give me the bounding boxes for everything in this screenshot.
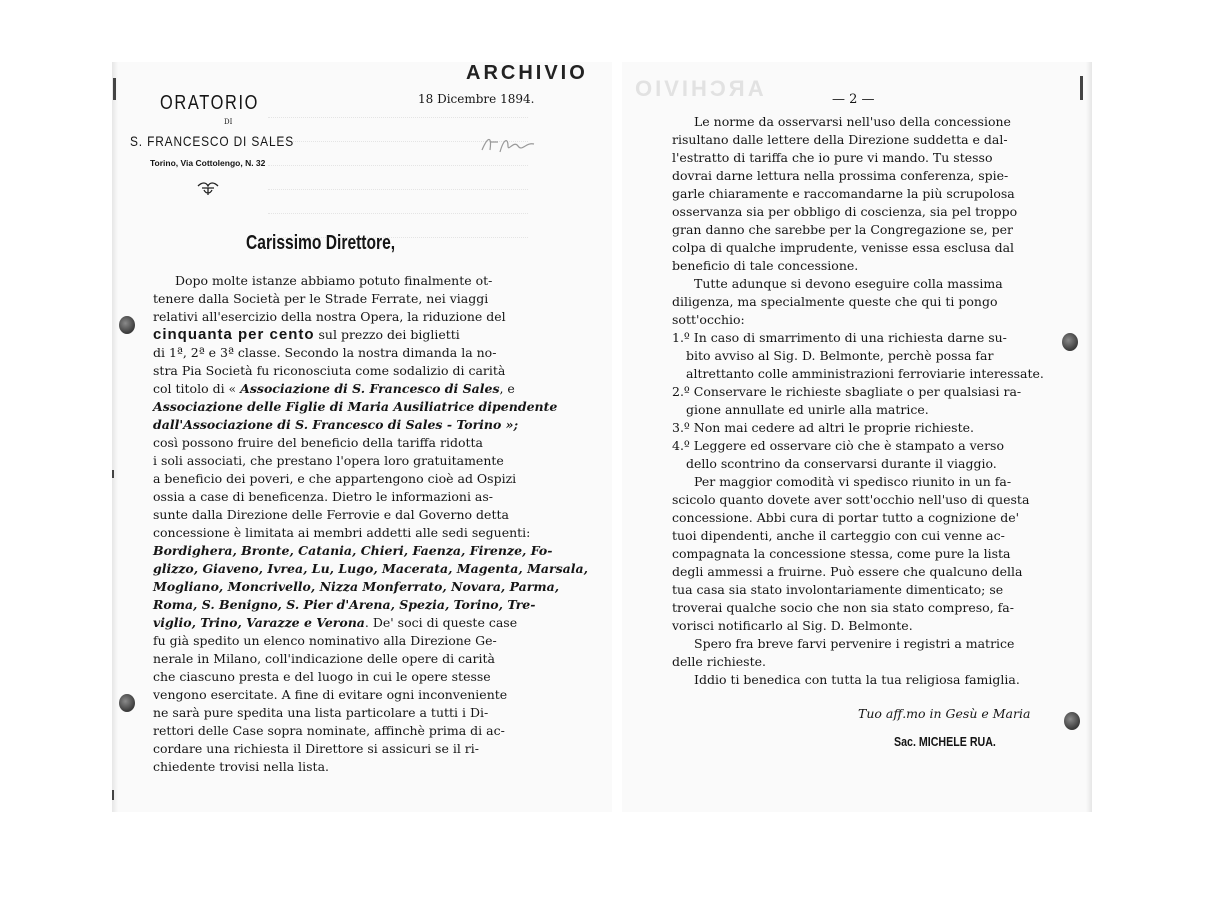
- text-line: dovrai darne lettura nella prossima conferenza, spie-: [672, 168, 1009, 183]
- signature: Sac. MICHELE RUA.: [894, 734, 996, 749]
- text-line: tenere dalla Società per le Strade Ferrate, nei viaggi: [153, 291, 489, 306]
- archive-stamp-bleed: ARCHIVIO: [632, 76, 764, 101]
- text-line: vorisci notificarlo al Sig. D. Belmonte.: [672, 618, 913, 633]
- text-line: beneficio di tale concessione.: [672, 258, 859, 273]
- letterhead-di: DI: [224, 118, 233, 126]
- text-line: gione annullate ed unirle alla matrice.: [686, 402, 929, 417]
- text-line: Mogliano, Moncrivello, Nizza Monferrato, Novara, Parma,: [153, 579, 560, 594]
- text-fragment: sul prezzo dei biglietti: [314, 327, 460, 342]
- text-line: [153, 326, 533, 344]
- text-line: Per maggior comodità vi spedisco riunito in un fa-: [694, 474, 1012, 489]
- punch-hole-icon: [1062, 333, 1078, 351]
- text-line: sunte dalla Direzione delle Ferrovie e dal Governo detta: [153, 507, 509, 522]
- text-line: di 1ª, 2ª e 3ª classe. Secondo la nostra dimanda la no-: [153, 345, 497, 360]
- text-line: dello scontrino da conservarsi durante il viaggio.: [686, 456, 997, 471]
- archive-stamp: ARCHIVIO: [466, 62, 588, 84]
- text-line: osservanza sia per obbligo di coscienza, sia pel troppo: [672, 204, 1018, 219]
- text-line: 3.º Non mai cedere ad altri le proprie richieste.: [672, 420, 974, 435]
- text-line: Bordighera, Bronte, Catania, Chieri, Faenza, Firenze, Fo-: [153, 543, 553, 558]
- text-line: cordare una richiesta il Direttore si assicuri se il ri-: [153, 741, 480, 756]
- left-body-text: [153, 272, 588, 776]
- text-line: Roma, S. Benigno, S. Pier d'Arena, Spezia, Torino, Tre-: [153, 597, 536, 612]
- text-line: Dopo molte istanze abbiamo potuto finalmente ot-: [175, 273, 493, 288]
- text-line: tua casa sia stato involontariamente dimenticato; se: [672, 582, 1004, 597]
- letterhead-subtitle: S. FRANCESCO DI SALES: [130, 133, 294, 149]
- page-edge-shadow: [112, 62, 118, 812]
- text-line: risultano dalle lettere della Direzione suddetta e dal-: [672, 132, 1008, 147]
- punch-hole-icon: [119, 316, 135, 334]
- text-line: [153, 380, 533, 398]
- text-line: concessione è limitata ai membri addetti alle sedi seguenti:: [153, 525, 531, 540]
- text-line: a beneficio dei poveri, e che appartengono cioè ad Ospizi: [153, 471, 517, 486]
- margin-mark: [112, 470, 114, 478]
- page-number: — 2 —: [832, 92, 875, 107]
- text-line: Spero fra breve farvi pervenire i registri a matrice: [694, 636, 1015, 651]
- text-line: che ciascuno presta e del luogo in cui le opere stesse: [153, 669, 491, 684]
- text-line: tuoi dipendenti, anche il carteggio con cui venne ac-: [672, 528, 1005, 543]
- text-line: concessione. Abbi cura di portar tutto a cognizione de': [672, 510, 1020, 525]
- text-line: i soli associati, che prestano l'opera loro gratuitamente: [153, 453, 504, 468]
- text-line: colpa di qualche imprudente, venisse essa esclusa dal: [672, 240, 1015, 255]
- margin-mark: [113, 78, 116, 100]
- text-line: ossia a case di beneficenza. Dietro le informazioni as-: [153, 489, 494, 504]
- text-line: degli ammessi a fruirne. Può essere che qualcuno della: [672, 564, 1023, 579]
- right-body-text: [672, 113, 1052, 689]
- text-line: delle richieste.: [672, 654, 766, 669]
- text-line: Tutte adunque si devono eseguire colla massima: [694, 276, 1003, 291]
- text-fragment: cinquanta per cento: [153, 326, 315, 343]
- text-line: dall'Associazione di S. Francesco di Sales - Torino »;: [153, 417, 519, 432]
- text-line: ne sarà pure spedita una lista particolare a tutti i Di-: [153, 705, 489, 720]
- text-line: relativi all'esercizio della nostra Opera, la riduzione del: [153, 309, 506, 324]
- text-line: compagnata la concessione stessa, come pure la lista: [672, 546, 1011, 561]
- text-line: scicolo quanto dovete aver sott'occhio nell'uso di questa: [672, 492, 1030, 507]
- text-line: Associazione delle Figlie di Maria Ausiliatrice dipendente: [153, 399, 558, 414]
- handwritten-annotation: [478, 132, 538, 156]
- text-line: fu già spedito un elenco nominativo alla Direzione Ge-: [153, 633, 497, 648]
- text-line: bito avviso al Sig. D. Belmonte, perchè possa far: [686, 348, 994, 363]
- text-line: Le norme da osservarsi nell'uso della concessione: [694, 114, 1011, 129]
- text-fragment: . De' soci di queste case: [364, 615, 518, 630]
- text-line: gran danno che sarebbe per la Congregazione se, per: [672, 222, 1013, 237]
- text-fragment: col titolo di «: [153, 381, 241, 396]
- closing-line: Tuo aff.mo in Gesù e Maria: [858, 706, 1031, 721]
- text-line: altrettanto colle amministrazioni ferroviarie interessate.: [686, 366, 1044, 381]
- salutation: Carissimo Direttore,: [246, 232, 396, 254]
- text-line: rettori delle Case sopra nominate, affinchè prima di ac-: [153, 723, 505, 738]
- punch-hole-icon: [1064, 712, 1080, 730]
- text-line: troverai qualche socio che non sia stato compreso, fa-: [672, 600, 1014, 615]
- ornament-icon: [196, 180, 220, 196]
- margin-mark: [112, 790, 114, 800]
- text-line: 4.º Leggere ed osservare ciò che è stampato a verso: [672, 438, 1004, 453]
- text-fragment: , e: [499, 381, 515, 396]
- text-line: chiedente trovisi nella lista.: [153, 759, 329, 774]
- text-line: così possono fruire del beneficio della tariffa ridotta: [153, 435, 483, 450]
- punch-hole-icon: [119, 694, 135, 712]
- letter-date: 18 Dicembre 1894.: [418, 92, 535, 106]
- text-line: stra Pia Società fu riconosciuta come sodalizio di carità: [153, 363, 506, 378]
- text-line: glizzo, Giaveno, Ivrea, Lu, Lugo, Macerata, Magenta, Marsala,: [153, 561, 588, 576]
- text-line: sott'occhio:: [672, 312, 745, 327]
- text-line: vengono esercitate. A fine di evitare ogni inconveniente: [153, 687, 508, 702]
- text-line: garle chiaramente e raccomandarne la più scrupolosa: [672, 186, 1015, 201]
- text-line: nerale in Milano, coll'indicazione delle opere di carità: [153, 651, 495, 666]
- text-line: diligenza, ma specialmente queste che qui ti pongo: [672, 294, 998, 309]
- letterhead-title: ORATORIO: [160, 92, 260, 114]
- text-line: l'estratto di tariffa che io pure vi mando. Tu stesso: [672, 150, 993, 165]
- text-fragment: viglio, Trino, Varazze e Verona: [153, 615, 365, 630]
- text-line: 1.º In caso di smarrimento di una richiesta darne su-: [672, 330, 1007, 345]
- text-line: 2.º Conservare le richieste sbagliate o per qualsiasi ra-: [672, 384, 1022, 399]
- text-line: [153, 614, 533, 632]
- letterhead-address: Torino, Via Cottolengo, N. 32: [150, 158, 266, 168]
- page-edge-shadow: [1086, 62, 1092, 812]
- text-fragment: Associazione di S. Francesco di Sales: [240, 381, 500, 396]
- margin-mark: [1080, 76, 1083, 100]
- text-line: Iddio ti benedica con tutta la tua religiosa famiglia.: [694, 672, 1020, 687]
